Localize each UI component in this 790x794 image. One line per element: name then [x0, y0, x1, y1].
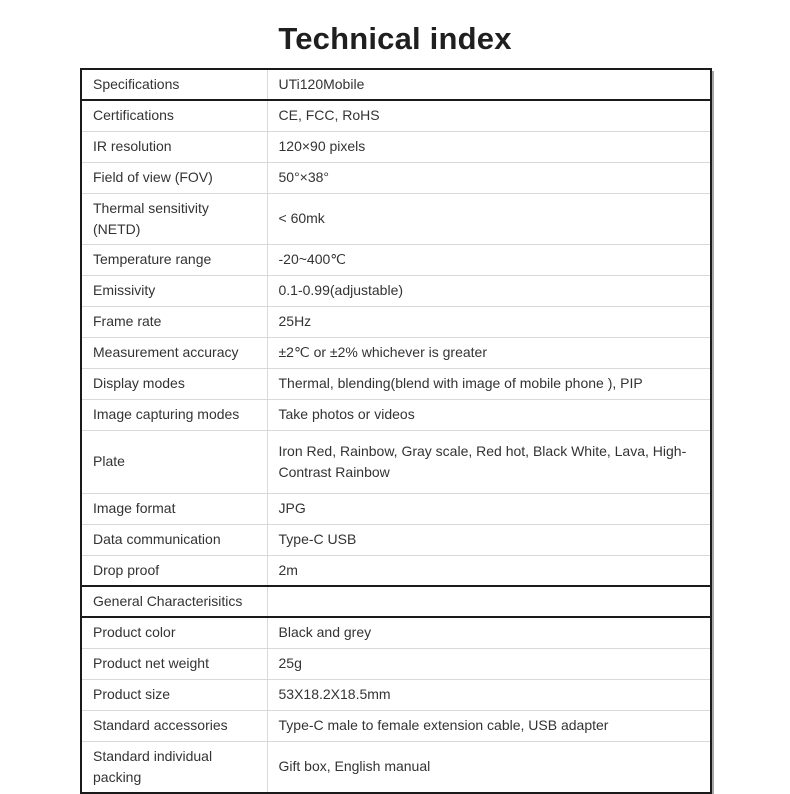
spec-value: Type-C USB: [267, 524, 711, 555]
table-row: [81, 399, 711, 430]
spec-value: ±2℃ or ±2% whichever is greater: [267, 337, 711, 368]
table-row: [81, 337, 711, 368]
spec-value: CE, FCC, RoHS: [267, 100, 711, 131]
table-row: [81, 100, 711, 131]
table-row: [81, 368, 711, 399]
table-row: [81, 493, 711, 524]
spec-label: Image capturing modes: [81, 399, 267, 430]
spec-label: Product net weight: [81, 648, 267, 679]
spec-label: Product size: [81, 679, 267, 710]
spec-value: JPG: [267, 493, 711, 524]
spec-value: 25Hz: [267, 306, 711, 337]
spec-value: Thermal, blending(blend with image of mobile phone ), PIP: [267, 368, 711, 399]
spec-label: Certifications: [81, 100, 267, 131]
spec-label: Data communication: [81, 524, 267, 555]
table-row: [81, 244, 711, 275]
spec-label: Emissivity: [81, 275, 267, 306]
spec-label: Measurement accuracy: [81, 337, 267, 368]
table-row: [81, 617, 711, 648]
table-row: [81, 193, 711, 244]
table-row: [81, 162, 711, 193]
spec-label: Drop proof: [81, 555, 267, 586]
spec-label: Standard accessories: [81, 710, 267, 741]
spec-label: IR resolution: [81, 131, 267, 162]
spec-value: 120×90 pixels: [267, 131, 711, 162]
spec-value: 53X18.2X18.5mm: [267, 679, 711, 710]
table-row: [81, 648, 711, 679]
spec-value: UTi120Mobile: [267, 69, 711, 100]
spec-value: Black and grey: [267, 617, 711, 648]
table-row: [81, 430, 711, 493]
spec-value: Iron Red, Rainbow, Gray scale, Red hot, Black White, Lava, High-Contrast Rainbow: [267, 430, 711, 493]
spec-label: Temperature range: [81, 244, 267, 275]
table-row: [81, 131, 711, 162]
spec-value: < 60mk: [267, 193, 711, 244]
spec-label: Display modes: [81, 368, 267, 399]
table-row: [81, 555, 711, 586]
spec-table: [80, 68, 712, 794]
spec-label: General Characterisitics: [81, 586, 267, 617]
spec-label: Product color: [81, 617, 267, 648]
spec-value: Gift box, English manual: [267, 741, 711, 793]
table-row: [81, 524, 711, 555]
spec-value: Type-C male to female extension cable, USB adapter: [267, 710, 711, 741]
spec-value: 25g: [267, 648, 711, 679]
table-row: [81, 275, 711, 306]
spec-value: [267, 586, 711, 617]
spec-label: Frame rate: [81, 306, 267, 337]
section-header-row: [81, 586, 711, 617]
spec-value: Take photos or videos: [267, 399, 711, 430]
table-row: [81, 710, 711, 741]
spec-value: 0.1-0.99(adjustable): [267, 275, 711, 306]
spec-label: Image format: [81, 493, 267, 524]
table-row: [81, 306, 711, 337]
section-header-row: [81, 69, 711, 100]
spec-table-body: [81, 69, 711, 793]
spec-value: 2m: [267, 555, 711, 586]
page-title: Technical index: [278, 21, 512, 56]
spec-label: Plate: [81, 430, 267, 493]
table-row: [81, 679, 711, 710]
spec-value: -20~400℃: [267, 244, 711, 275]
spec-label: Thermal sensitivity (NETD): [81, 193, 267, 244]
spec-label: Field of view (FOV): [81, 162, 267, 193]
table-row: [81, 741, 711, 793]
spec-value: 50°×38°: [267, 162, 711, 193]
spec-label: Specifications: [81, 69, 267, 100]
spec-label: Standard individual packing: [81, 741, 267, 793]
